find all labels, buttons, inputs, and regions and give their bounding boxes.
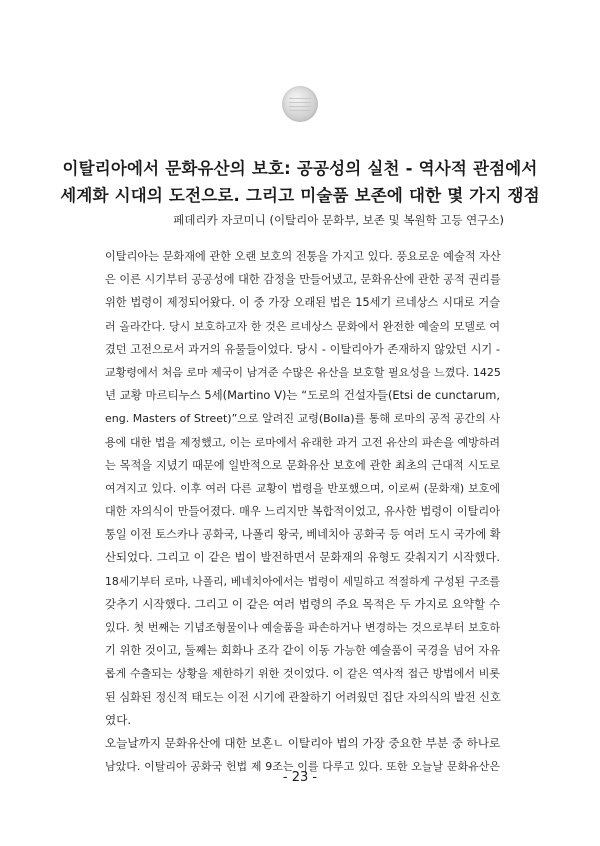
text-line: 남았다. 이탈리아 공화국 헌법 제 9조는 이를 다루고 있다. 또한 오늘날 문화유산은 bbox=[105, 760, 500, 774]
text-line: 18세기부터 로마, 나폴리, 베네치아에서는 법령이 세밀하고 적절하게 구성된 구조를 bbox=[105, 574, 500, 588]
text-line: 였다. bbox=[105, 712, 132, 727]
text-line: 있다. 첫 번째는 기념조형물이나 예술품을 파손하거나 변경하는 것으로부터 보호하 bbox=[105, 621, 500, 634]
text-line: 대한 자의식이 만들어졌다. 매우 느리지만 복합적이었고, 유사한 법령이 이탈리아 bbox=[105, 505, 500, 519]
text-line: 롭게 수출되는 상황을 제한하기 위한 것이었다. 이 같은 역사적 접근 방법에서 비롯 bbox=[105, 667, 500, 681]
text-line: 통일 이전 토스카나 공화국, 나폴리 왕국, 베네치아 공화국 등 여러 도시 국가에 확 bbox=[105, 528, 501, 542]
seal-logo bbox=[282, 86, 318, 122]
text-line: 된 심화된 정신적 태도는 이전 시기에 관찰하기 어려웠던 집단 자의식의 발전 신호 bbox=[105, 690, 501, 704]
text-line: 여겨지고 있다. 이후 여러 다른 교황이 법령을 반포했으며, 이로써 (문화재) 보호에 bbox=[105, 481, 500, 495]
body-text bbox=[105, 245, 500, 778]
text-line: 년 교황 마르티누스 5세(Martino V)는 “도로의 건설자들(Etsi de cunctarum, bbox=[105, 388, 500, 403]
text-line: 용에 대한 법을 제정했고, 이는 로마에서 유래한 과거 고전 유산의 파손을 예방하려 bbox=[105, 435, 500, 449]
text-line: 위한 법령이 제정되어왔다. 이 중 가장 오래된 법은 15세기 르네상스 시대로 거슬 bbox=[105, 296, 500, 310]
text-line: 산되었다. 그리고 이 같은 법이 발전하면서 문화재의 유형도 갖춰지기 시작했다. bbox=[105, 550, 500, 565]
text-line: 기 위한 것이고, 둘째는 회화나 조각 같이 이동 가능한 예술품이 국경을 넘어 자유 bbox=[105, 644, 500, 658]
page-number: - 23 - bbox=[282, 770, 318, 785]
text-line: 겼던 고전으로서 과거의 유물들이었다. 당시 - 이탈리아가 존재하지 않았던 시기 - bbox=[105, 342, 500, 356]
text-line: eng. Masters of Street)”으로 알려진 교령(Bolla)를 통해 로마의 공적 공간의 사 bbox=[105, 412, 500, 426]
title-line-2: 세계화 시대의 도전으로. 그리고 미술품 보존에 대한 몇 가지 쟁점 bbox=[60, 186, 540, 205]
text-line: 러 올라간다. 당시 보호하고자 한 것은 르네상스 문화에서 완전한 예술의 모델로 여 bbox=[105, 319, 500, 333]
text-line: 는 목적을 지녔기 때문에 일반적으로 문화유산 보호에 관한 최초의 근대적 시도로 bbox=[105, 458, 500, 472]
text-line: 오늘날까지 문화유산에 대한 보혼ㄴ 이탈리아 법의 가장 중요한 부분 중 하나로 bbox=[105, 735, 501, 750]
text-line: 이탈리아는 문화재에 관한 오랜 보호의 전통을 가지고 있다. 풍요로운 예술적 자산 bbox=[105, 250, 501, 263]
author-affiliation: 페데리카 자코미니 (이탈리아 문화부, 보존 및 복원학 고등 연구소) bbox=[173, 213, 504, 227]
text-line: 교황령에서 처음 로마 제국이 남겨준 수많은 유산을 보호할 필요성을 느꼈다. 1425 bbox=[105, 365, 501, 379]
text-line: 갖추기 시작했다. 그리고 이 같은 여러 법령의 주요 목적은 두 가지로 요약할 수 bbox=[105, 596, 501, 611]
text-line: 은 이른 시기부터 공공성에 대한 감정을 만들어냈고, 문화유산에 관한 공적 권리를 bbox=[105, 273, 501, 287]
title-line-1: 이탈리아에서 문화유산의 보호: 공공성의 실천 - 역사적 관점에서 bbox=[62, 159, 538, 178]
